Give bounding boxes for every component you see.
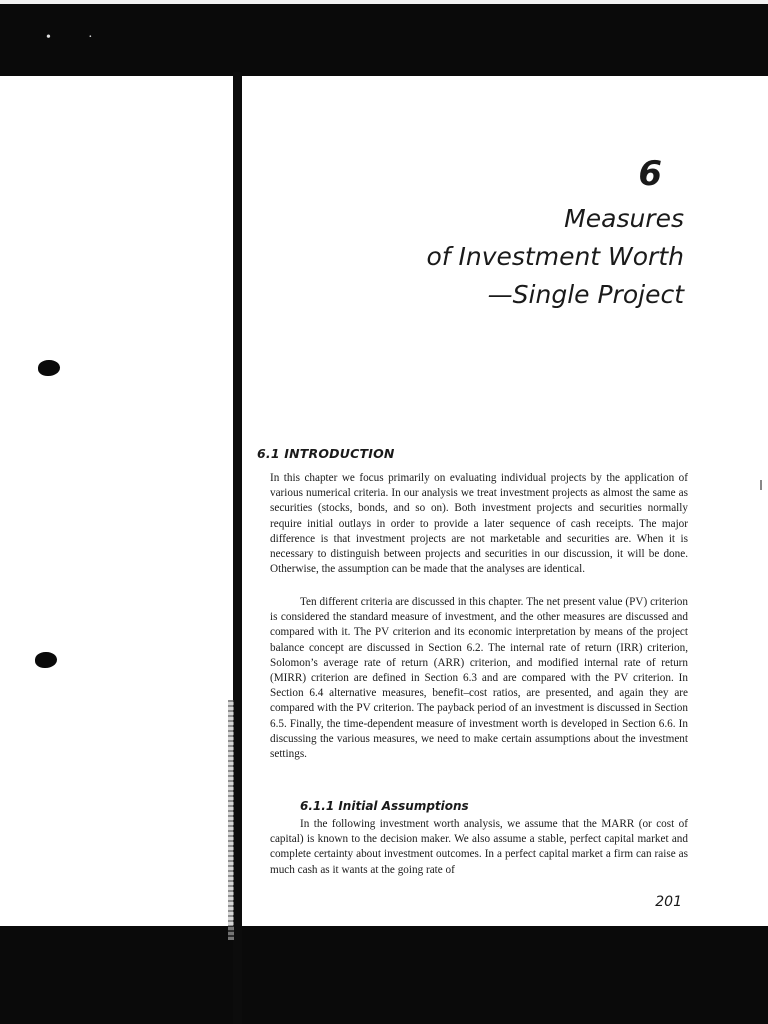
section-heading: 6.1 INTRODUCTION (257, 446, 395, 461)
body-paragraph: In this chapter we focus primarily on evaluating individual projects by the application of various numerical criteria. In our analysis we treat investment projects as almost the same as securities (stocks, bonds, and so on). Both investment projects and securities normally require initial outlays in order to provide a later sequence of cash receipts. The major difference is that investment projects are not marketable and securities are. When it is necessary to distinguish between projects and securities in our discussion, it will be done. Otherwise, the assumption can be made that the analyses are identical. (270, 472, 688, 576)
subsection-heading: 6.1.1 Initial Assumptions (300, 799, 469, 813)
book-page (242, 76, 768, 926)
body-paragraph: In the following investment worth analysis, we assume that the MARR (or cost of capital) is known to the decision maker. We also assume a stable, perfect capital market and complete certainty about investment outcomes. In a perfect capital market a firm can raise as much cash as it wants at the going rate of (270, 818, 688, 876)
gutter-bleed (228, 700, 234, 940)
binding-hole-mark (38, 360, 60, 376)
page-number: 201 (655, 894, 682, 910)
chapter-title (324, 200, 684, 314)
body-paragraph: Ten different criteria are discussed in this chapter. The net present value (PV) criterion is considered the standard measure of investment, and the other measures are discussed and compared with it. The PV criterion and its economic interpretation by means of the project balance concept are discussed in Section 6.2. The internal rate of return (IRR) criterion, Solomon’s average rate of return (ARR) criterion, and modified internal rate of return (MIRR) criterion are defined in Section 6.3 and are compared with the PV criterion. In Section 6.4 alternative measures, benefit–cost ratios, are presented, and again they are compared with the PV criterion. The payback period of an investment is discussed in Section 6.5. Finally, the time-dependent measure of investment worth is developed in Section 6.6. In discussing the various measures, we need to make certain assumptions about the investment settings. (270, 596, 688, 761)
book-gutter (233, 72, 242, 1024)
scan-top-shadow (0, 4, 768, 76)
scan-speck: • (46, 30, 51, 45)
scan-bottom-shadow (0, 926, 768, 1024)
chapter-number: 6 (638, 154, 662, 194)
chapter-title-line: —Single Project (487, 280, 684, 309)
chapter-title-line: of Investment Worth (426, 242, 684, 271)
binding-hole-mark (35, 652, 57, 668)
scan-speck: · (88, 30, 93, 45)
chapter-title-line: Measures (564, 204, 684, 233)
